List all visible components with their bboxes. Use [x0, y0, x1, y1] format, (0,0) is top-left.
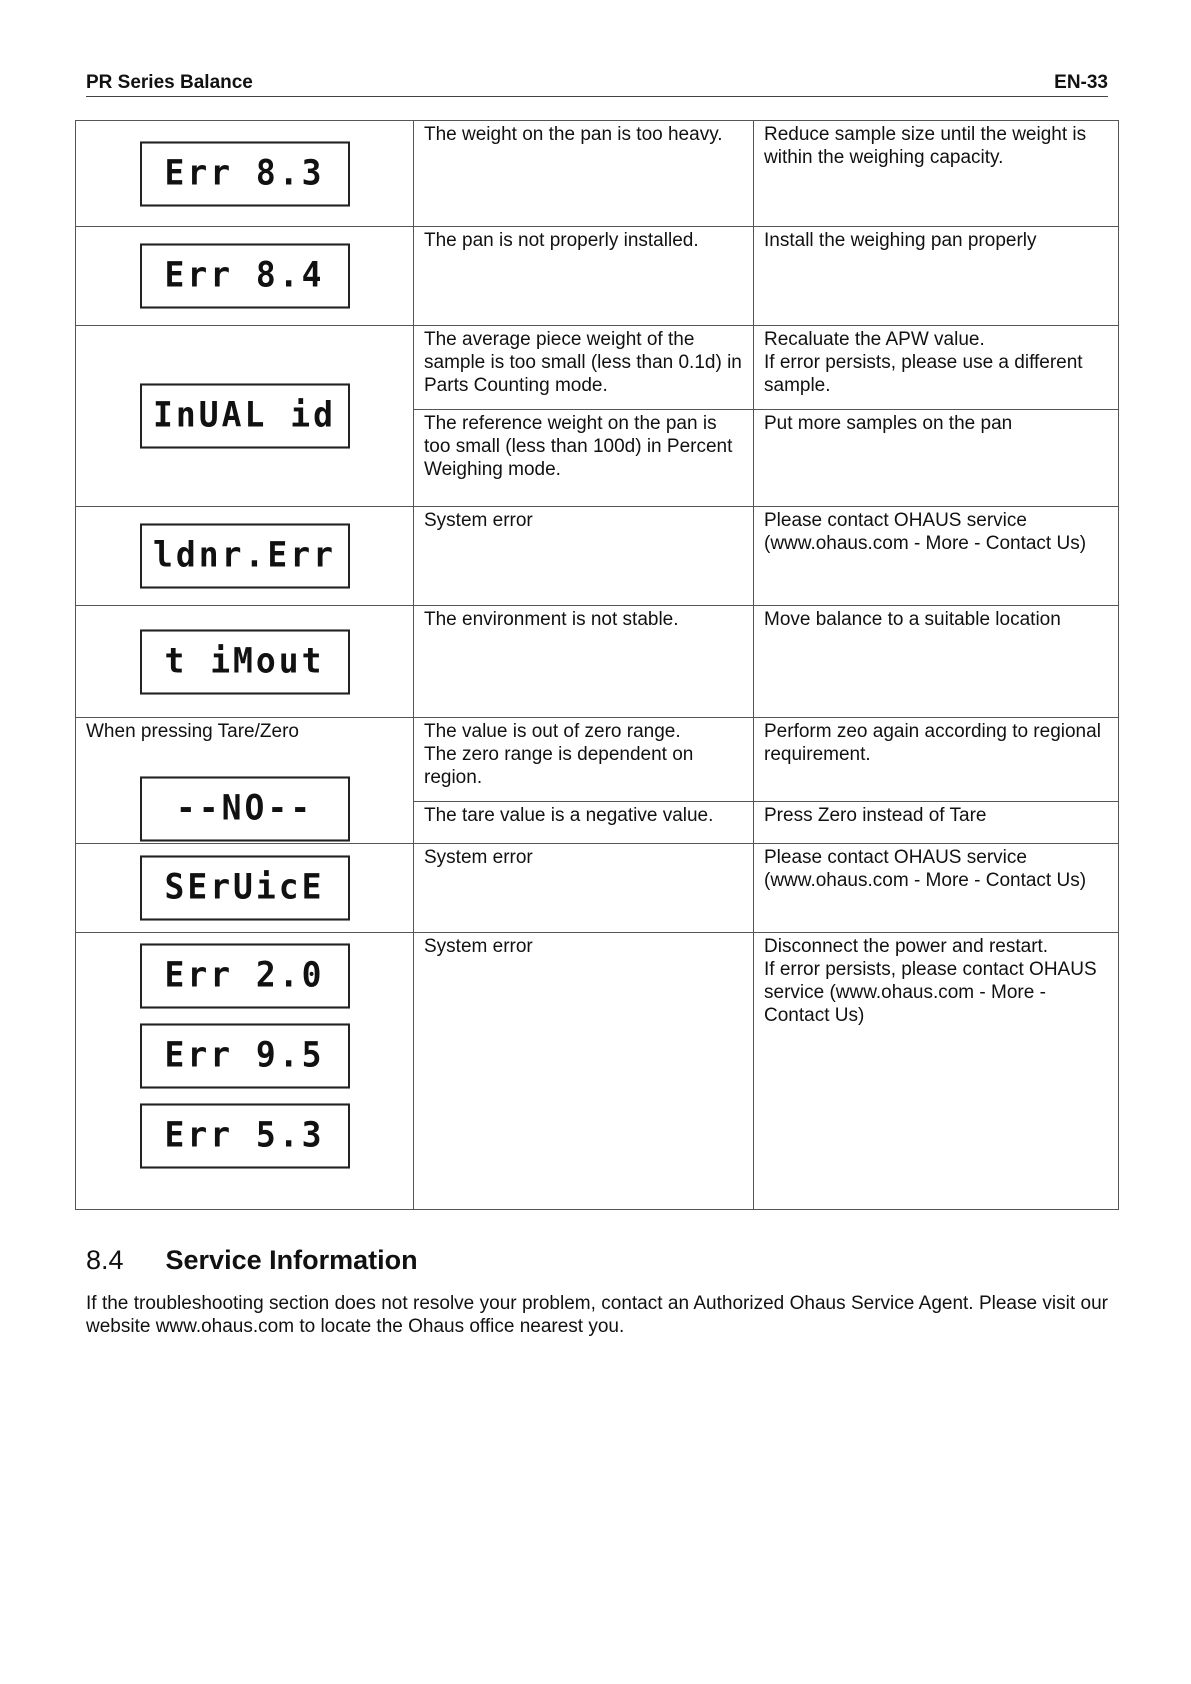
section-title: Service Information — [165, 1245, 418, 1275]
lcd-display: ldnr.Err — [140, 523, 350, 588]
lcd-display: Err 9.5 — [140, 1023, 350, 1088]
lcd-display: Err 8.4 — [140, 243, 350, 308]
document-title: PR Series Balance — [86, 72, 253, 93]
remedy-cell: Press Zero instead of Tare — [754, 802, 1119, 844]
table-row — [76, 121, 1119, 227]
display-note: When pressing Tare/Zero — [86, 721, 299, 742]
cause-cell: The tare value is a negative value. — [414, 802, 754, 844]
table-row — [76, 844, 1119, 933]
remedy-cell: Install the weighing pan properly — [754, 227, 1119, 326]
display-cell — [76, 326, 414, 507]
section-heading — [86, 1245, 418, 1276]
table-row — [76, 227, 1119, 326]
lcd-display: Err 5.3 — [140, 1103, 350, 1168]
remedy-cell: Recaluate the APW value. If error persists, please use a different sample. — [754, 326, 1119, 410]
lcd-display: t iMout — [140, 629, 350, 694]
cause-cell: The reference weight on the pan is too small (less than 100d) in Percent Weighing mode. — [414, 410, 754, 507]
cause-cell: The value is out of zero range. The zero range is dependent on region. — [414, 718, 754, 802]
lcd-display: InUAL id — [140, 383, 350, 448]
remedy-cell: Move balance to a suitable location — [754, 606, 1119, 718]
remedy-cell: Disconnect the power and restart. If error persists, please contact OHAUS service (www.ohaus.com - More - Contact Us) — [754, 933, 1119, 1210]
lcd-display: --NO-- — [140, 776, 350, 841]
display-cell — [76, 121, 414, 227]
section-paragraph: If the troubleshooting section does not resolve your problem, contact an Authorized Ohaus Service Agent. Please visit our website www.ohaus.com to locate the Ohaus office nearest you. — [86, 1293, 1108, 1337]
remedy-cell: Put more samples on the pan — [754, 410, 1119, 507]
cause-cell: System error — [414, 507, 754, 606]
page-number: EN-33 — [1054, 72, 1108, 93]
lcd-display: SErUicE — [140, 855, 350, 920]
display-cell — [76, 718, 414, 844]
display-cell — [76, 933, 414, 1210]
remedy-cell: Reduce sample size until the weight is within the weighing capacity. — [754, 121, 1119, 227]
cause-cell: The average piece weight of the sample is too small (less than 0.1d) in Parts Counting mode. — [414, 326, 754, 410]
lcd-display: Err 8.3 — [140, 141, 350, 206]
table-row — [76, 718, 1119, 802]
error-code-table — [75, 120, 1119, 1210]
page-header — [86, 70, 1108, 97]
remedy-cell: Please contact OHAUS service (www.ohaus.com - More - Contact Us) — [754, 507, 1119, 606]
display-cell — [76, 227, 414, 326]
table-row — [76, 326, 1119, 410]
section-number: 8.4 — [86, 1245, 124, 1275]
cause-cell: System error — [414, 933, 754, 1210]
cause-cell: The environment is not stable. — [414, 606, 754, 718]
cause-cell: System error — [414, 844, 754, 933]
table-row — [76, 507, 1119, 606]
remedy-cell: Please contact OHAUS service (www.ohaus.com - More - Contact Us) — [754, 844, 1119, 933]
display-cell — [76, 844, 414, 933]
display-cell — [76, 606, 414, 718]
cause-cell: The pan is not properly installed. — [414, 227, 754, 326]
table-row — [76, 933, 1119, 1210]
display-cell — [76, 507, 414, 606]
remedy-cell: Perform zeo again according to regional requirement. — [754, 718, 1119, 802]
lcd-display: Err 2.0 — [140, 943, 350, 1008]
table-row — [76, 606, 1119, 718]
cause-cell: The weight on the pan is too heavy. — [414, 121, 754, 227]
